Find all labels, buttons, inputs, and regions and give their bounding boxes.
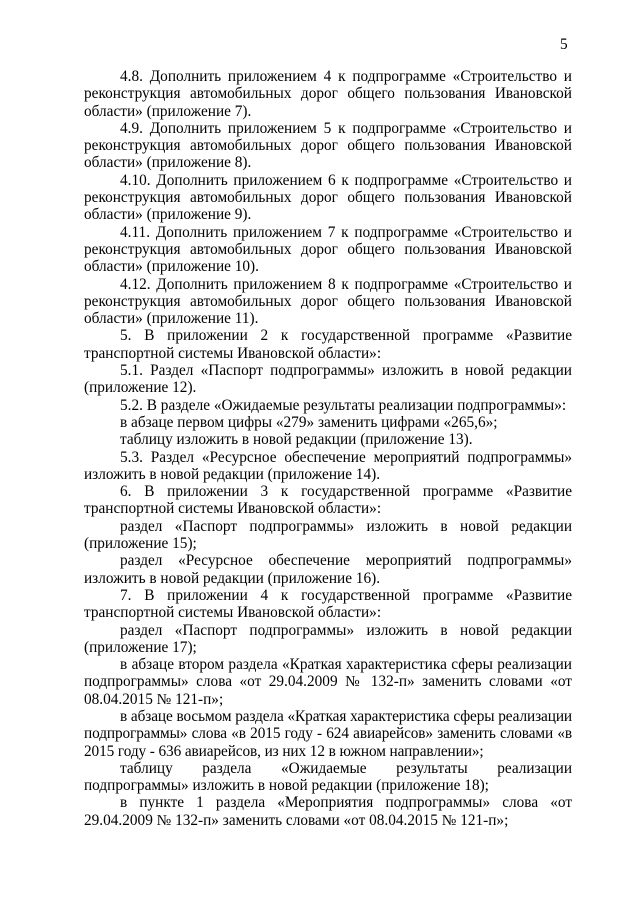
paragraph-7-eighth-abzac: в абзаце восьмом раздела «Краткая характеристика сферы реализации подпрограммы» слова «в 2015 году - 624 авиарейсов» заменить словами «в 2015 году - 636 авиарейсов, из них 12 в южном направлении»; [84, 707, 572, 760]
paragraph-5-3: 5.3. Раздел «Ресурсное обеспечение мероприятий подпрограммы» изложить в новой редакции (приложение 14). [84, 448, 572, 483]
paragraph-5: 5. В приложении 2 к государственной программе «Развитие транспортной системы Ивановской области»: [84, 327, 572, 362]
paragraph-5-1: 5.1. Раздел «Паспорт подпрограммы» изложить в новой редакции (приложение 12). [84, 362, 572, 397]
paragraph-7-second-abzac: в абзаце втором раздела «Краткая характеристика сферы реализации подпрограммы» слова «от 29.04.2009 № 132-п» заменить словами «от 08.04.2015 № 121-п»; [84, 656, 572, 708]
paragraph-7: 7. В приложении 4 к государственной программе «Развитие транспортной системы Ивановской области»: [84, 586, 572, 622]
paragraph-5-2: 5.2. В разделе «Ожидаемые результаты реализации подпрограммы»: [120, 396, 567, 414]
document-body [84, 68, 572, 829]
paragraph-6: 6. В приложении 3 к государственной программе «Развитие транспортной системы Ивановской области»: [84, 483, 572, 518]
paragraph-7-point-1: в пункте 1 раздела «Мероприятия подпрограммы» слова «от 29.04.2009 № 132-п» заменить словами «от 08.04.2015 № 121-п»; [84, 794, 572, 829]
paragraph-7-passport: раздел «Паспорт подпрограммы» изложить в новой редакции (приложение 17); [84, 621, 572, 656]
page-number: 5 [560, 36, 568, 53]
paragraph-5-2-digits: в абзаце первом цифры «279» заменить цифрами «265,6»; [120, 413, 498, 431]
paragraph-4-10: 4.10. Дополнить приложением 6 к подпрограмме «Строительство и реконструкция автомобильных дорог общего пользования Ивановской области» (приложение 9). [84, 171, 572, 224]
paragraph-4-11: 4.11. Дополнить приложением 7 к подпрограмме «Строительство и реконструкция автомобильных дорог общего пользования Ивановской области» (приложение 10). [84, 223, 572, 276]
paragraph-4-12: 4.12. Дополнить приложением 8 к подпрограмме «Строительство и реконструкция автомобильных дорог общего пользования Ивановской области» (приложение 11). [84, 275, 572, 328]
paragraph-4-8: 4.8. Дополнить приложением 4 к подпрограмме «Строительство и реконструкция автомобильных дорог общего пользования Ивановской области» (приложение 7). [84, 68, 572, 120]
paragraph-6-resources: раздел «Ресурсное обеспечение мероприятий подпрограммы» изложить в новой редакции (приложение 16). [84, 552, 572, 587]
paragraph-5-2-table: таблицу изложить в новой редакции (приложение 13). [120, 431, 473, 449]
paragraph-4-9: 4.9. Дополнить приложением 5 к подпрограмме «Строительство и реконструкция автомобильных дорог общего пользования Ивановской области» (приложение 8). [84, 119, 572, 172]
paragraph-7-table: таблицу раздела «Ожидаемые результаты реализации подпрограммы» изложить в новой редакции (приложение 18); [84, 759, 572, 795]
paragraph-6-passport: раздел «Паспорт подпрограммы» изложить в новой редакции (приложение 15); [84, 517, 572, 553]
